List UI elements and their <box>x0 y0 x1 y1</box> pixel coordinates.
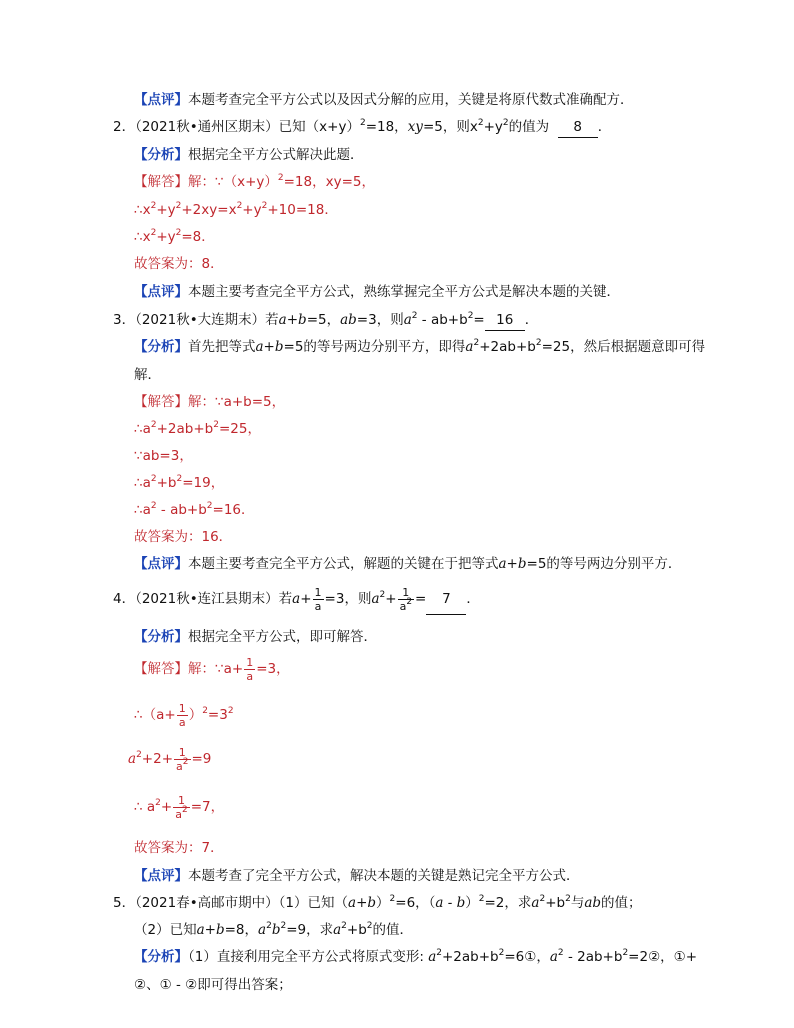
text: ∴x <box>134 202 151 218</box>
analysis-line-cont: ②、① - ②即可得出答案； <box>134 977 292 993</box>
superscript: 2 <box>150 201 157 211</box>
solution-step <box>134 792 224 822</box>
text: =3 <box>207 707 228 723</box>
text: = <box>473 312 485 328</box>
text: a <box>128 751 137 767</box>
analysis-line <box>134 145 364 165</box>
text: =5的等号两边分别平方． <box>526 556 682 572</box>
superscript: 2 <box>467 311 474 321</box>
superscript: 2 <box>411 311 418 321</box>
text: ∴a <box>134 502 151 518</box>
fraction <box>313 586 324 613</box>
question-source: （2021秋•通州区期末）已知（x+y） <box>135 119 360 135</box>
question-number: 3． <box>113 312 136 328</box>
text: a <box>399 599 407 613</box>
solution-line <box>134 172 375 192</box>
superscript: 2 <box>341 921 347 931</box>
text: a <box>258 922 267 938</box>
question-5 <box>113 893 642 913</box>
text: +10=18． <box>267 202 338 218</box>
text: 解：∵（x+y） <box>188 174 278 190</box>
text: =3， <box>256 661 290 677</box>
text: =25， <box>218 421 261 437</box>
superscript: 2 <box>406 596 413 607</box>
solution-step <box>134 200 338 220</box>
fraction-numerator: 1 <box>398 586 414 600</box>
text: + <box>160 799 173 815</box>
fraction-numerator: 1 <box>246 655 254 669</box>
solution-step <box>134 700 234 730</box>
superscript: 2 <box>277 173 284 183</box>
analysis-tag: 【分析】 <box>134 147 188 163</box>
text: 解：∵a+ <box>188 661 244 677</box>
text: =3，则 <box>324 591 372 607</box>
fraction <box>177 702 188 729</box>
text: 的值． <box>372 922 414 938</box>
superscript: 2 <box>539 894 546 904</box>
text: =2②，①+ <box>628 949 698 965</box>
answer-line: 故答案为：16． <box>134 529 233 545</box>
question-4 <box>113 584 480 615</box>
superscript: 2 <box>261 201 268 211</box>
text: =16． <box>212 502 255 518</box>
analysis-line <box>134 337 705 357</box>
superscript: 2 <box>565 894 571 904</box>
question-3 <box>113 310 538 331</box>
text: =5， <box>306 312 341 328</box>
text: ． <box>524 312 539 328</box>
text: +2+ <box>141 751 174 767</box>
fraction-denominator <box>398 596 414 613</box>
text: a <box>403 312 412 328</box>
text: a <box>465 339 474 355</box>
text: ） <box>465 895 479 911</box>
superscript: 2 <box>498 948 505 958</box>
text: +2xy=x <box>181 202 237 218</box>
fraction-numerator: 1 <box>178 701 186 715</box>
question-2 <box>113 117 611 138</box>
superscript: 2 <box>389 894 396 904</box>
text: =5，则x <box>422 119 478 135</box>
text: a <box>333 922 342 938</box>
text: a+b <box>255 339 284 355</box>
text: - ab+b <box>156 502 207 518</box>
text: +2ab+b <box>156 421 214 437</box>
text: =18， <box>365 119 408 135</box>
analysis-tag: 【分析】 <box>134 629 188 645</box>
text: 本题主要考查完全平方公式，解题的关键在于把等式 <box>188 556 499 572</box>
text: - ab+b <box>417 312 468 328</box>
superscript: 2 <box>182 756 189 767</box>
superscript: 2 <box>622 948 629 958</box>
superscript: 2 <box>266 921 272 931</box>
fraction <box>244 656 255 683</box>
text: ． <box>466 591 480 607</box>
text: =19， <box>182 475 225 491</box>
superscript: 2 <box>227 706 234 716</box>
superscript: 2 <box>236 201 243 211</box>
superscript: 2 <box>473 338 480 348</box>
superscript: 2 <box>502 118 509 128</box>
solution-step <box>134 419 261 439</box>
text: a <box>549 949 558 965</box>
text: a+b <box>498 556 527 572</box>
comment-text: 本题考查完全平方公式以及因式分解的应用，关键是将原代数式准确配方． <box>188 92 634 108</box>
question-5-part-2 <box>134 920 413 940</box>
text: a <box>531 895 540 911</box>
text: ） <box>188 707 203 723</box>
fraction-denominator: a <box>314 599 322 613</box>
superscript: 2 <box>280 921 287 931</box>
comment-line <box>134 282 620 302</box>
solution-step <box>134 227 215 247</box>
superscript: 2 <box>366 921 373 931</box>
text: a+b <box>278 312 307 328</box>
question-number: 2． <box>113 119 136 135</box>
text: =8． <box>181 229 215 245</box>
text: +2ab+b <box>479 339 536 355</box>
superscript: 2 <box>176 474 183 484</box>
text: a+b <box>196 922 225 938</box>
question-number: 4． <box>113 591 136 607</box>
fraction <box>398 586 414 613</box>
text: =7， <box>190 799 225 815</box>
text: 的值为 <box>508 119 550 135</box>
superscript: 2 <box>213 420 219 430</box>
superscript: 2 <box>477 118 484 128</box>
text: a+b <box>348 895 377 911</box>
fraction-denominator: a <box>178 715 186 729</box>
text: =6①， <box>504 949 550 965</box>
question-number: 5． <box>113 895 136 911</box>
fraction-numerator: 1 <box>173 794 189 808</box>
comment-tag: 【点评】 <box>134 284 188 300</box>
text: =9 <box>191 751 212 767</box>
solution-tag: 【解答】 <box>134 174 188 190</box>
analysis-line <box>134 627 377 647</box>
question-source: （2021春•高邮市期中）（1）已知（ <box>135 895 349 911</box>
text: a <box>175 807 182 821</box>
solution-line <box>134 654 290 684</box>
text: xy <box>407 119 423 135</box>
text: b <box>271 922 281 938</box>
text: a <box>371 591 380 607</box>
text: +b <box>156 475 177 491</box>
answer-blank: 8 <box>558 117 598 138</box>
text: +y <box>156 229 176 245</box>
text: ∴a <box>134 421 151 437</box>
superscript: 2 <box>202 706 208 716</box>
text: ∴ a <box>134 799 156 815</box>
comment-text: 本题考查了完全平方公式，解决本题的关键是熟记完全平方公式． <box>188 868 580 884</box>
answer-line: 故答案为：7． <box>134 840 224 856</box>
text: = <box>415 591 427 607</box>
text: =3，则 <box>356 312 404 328</box>
superscript: 2 <box>150 501 157 511</box>
solution-step <box>128 744 211 774</box>
solution-tag: 【解答】 <box>134 661 188 677</box>
fraction <box>173 794 189 821</box>
question-source: （2021秋•大连期末）若 <box>135 312 279 328</box>
superscript: 2 <box>379 590 386 600</box>
text: ab <box>340 312 357 328</box>
comment-tag: 【点评】 <box>134 556 188 572</box>
comment-line <box>134 554 681 574</box>
fraction-numerator: 1 <box>314 585 322 599</box>
text: a <box>292 591 301 607</box>
analysis-line <box>134 947 697 967</box>
solution-step <box>134 473 224 493</box>
fraction-numerator: 1 <box>174 746 190 760</box>
question-source: （2021秋•连江县期末）若 <box>135 591 293 607</box>
answer-blank: 7 <box>426 584 466 615</box>
analysis-text: 根据完全平方公式解决此题． <box>188 147 364 163</box>
text: =9，求 <box>286 922 334 938</box>
comment-line <box>134 90 634 110</box>
superscript: 2 <box>150 474 157 484</box>
text: +b <box>346 922 367 938</box>
text: 与 <box>570 895 585 911</box>
answer-line: 故答案为：8． <box>134 256 224 272</box>
text: +b <box>545 895 566 911</box>
comment-tag: 【点评】 <box>134 868 188 884</box>
text: ∴x <box>134 229 151 245</box>
superscript: 2 <box>155 798 161 808</box>
text: + <box>385 591 397 607</box>
analysis-line-cont: 解． <box>134 367 161 383</box>
superscript: 2 <box>136 750 142 760</box>
superscript: 2 <box>535 338 542 348</box>
solution-tag: 【解答】 <box>134 394 188 410</box>
text: =8， <box>224 922 259 938</box>
text: ） <box>376 895 390 911</box>
text: ． <box>597 119 612 135</box>
text: a <box>176 759 183 773</box>
text: +y <box>156 202 176 218</box>
text: =5的等号两边分别平方，即得 <box>283 339 466 355</box>
comment-text: 本题主要考查完全平方公式，熟练掌握完全平方公式是解决本题的关键． <box>188 284 620 300</box>
text: =6，（ <box>395 895 436 911</box>
text: =25，然后根据题意即可得 <box>541 339 706 355</box>
superscript: 2 <box>150 228 157 238</box>
superscript: 2 <box>359 118 366 128</box>
superscript: 2 <box>557 948 564 958</box>
superscript: 2 <box>436 948 442 958</box>
comment-tag: 【点评】 <box>134 92 188 108</box>
comment-line <box>134 866 580 886</box>
superscript: 2 <box>150 420 157 430</box>
analysis-tag: 【分析】 <box>134 949 188 965</box>
text: a <box>428 949 437 965</box>
analysis-tag: 【分析】 <box>134 339 188 355</box>
fraction <box>174 746 190 773</box>
text: （2）已知 <box>134 922 197 938</box>
text: ab <box>584 895 602 911</box>
superscript: 2 <box>181 804 188 815</box>
text: +y <box>483 119 503 135</box>
text: 解：∵a+b=5， <box>188 394 286 410</box>
text: =2，求 <box>484 895 532 911</box>
solution-line <box>134 392 285 412</box>
text: +2ab+b <box>441 949 499 965</box>
text: a - b <box>435 895 466 911</box>
fraction-denominator <box>173 804 189 821</box>
text: 的值； <box>601 895 642 911</box>
fraction-denominator: a <box>246 669 254 683</box>
text: - 2ab+b <box>563 949 623 965</box>
text: +y <box>242 202 262 218</box>
text: （1）直接利用完全平方公式将原式变形: <box>188 949 429 965</box>
superscript: 2 <box>175 201 182 211</box>
text: 首先把等式 <box>188 339 256 355</box>
superscript: 2 <box>206 501 213 511</box>
analysis-text: 根据完全平方公式，即可解答． <box>188 629 377 645</box>
fraction-denominator <box>174 756 190 773</box>
solution-step <box>134 500 255 520</box>
answer-blank: 16 <box>485 310 525 331</box>
solution-step: ∵ab=3， <box>134 448 193 464</box>
superscript: 2 <box>478 894 485 904</box>
text: =18，xy=5， <box>283 174 375 190</box>
superscript: 2 <box>175 228 182 238</box>
text: + <box>300 591 312 607</box>
text: ∴a <box>134 475 151 491</box>
text: ∴（a+ <box>134 707 176 723</box>
